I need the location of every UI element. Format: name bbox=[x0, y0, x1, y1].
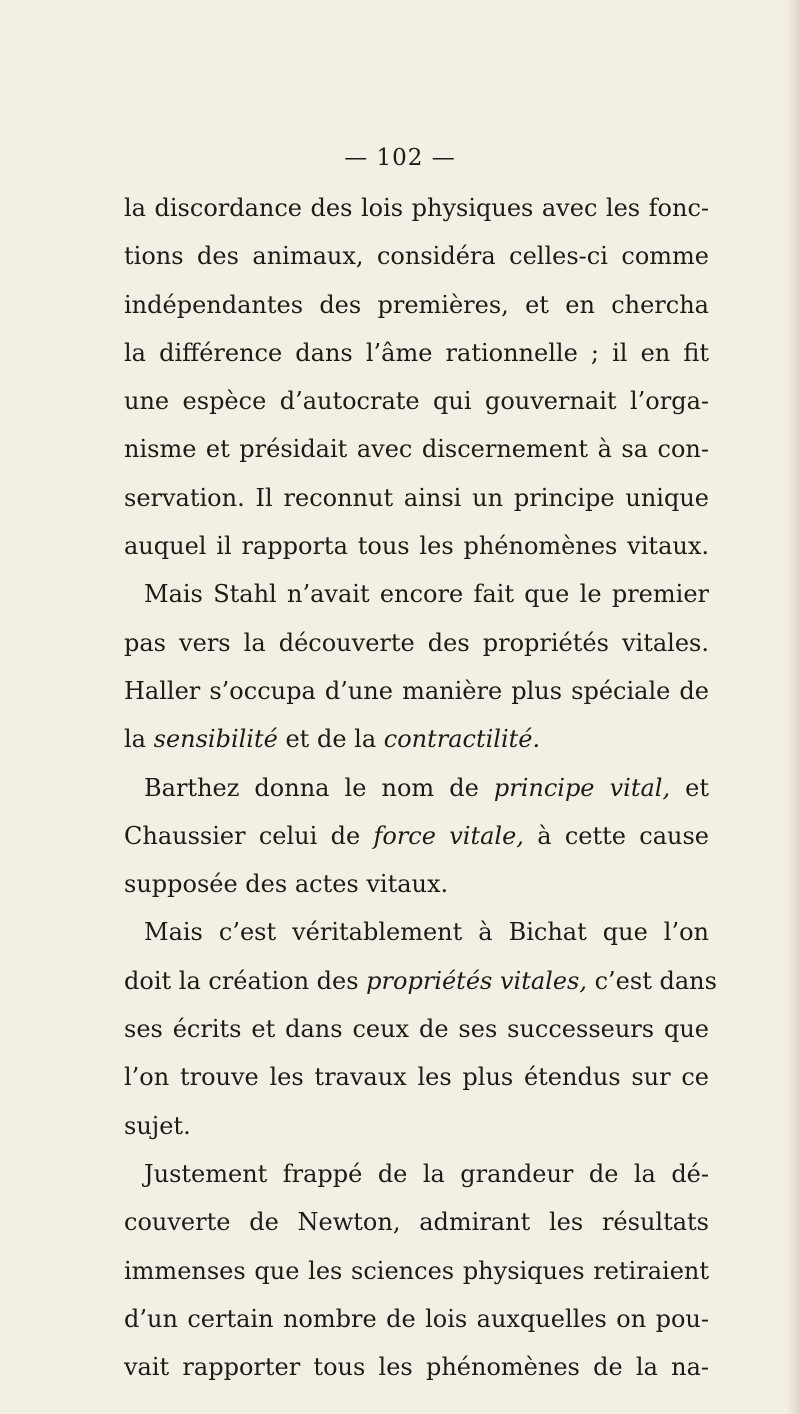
text-line bbox=[124, 281, 709, 329]
text-run: auquel il rapporta tous les phénomènes vitaux. bbox=[124, 532, 709, 561]
text-run: vait rapporter tous les phénomènes de la na- bbox=[124, 1353, 709, 1382]
text-line bbox=[124, 474, 709, 522]
page-number-header: — 102 — bbox=[344, 145, 456, 171]
text-run: Mais Stahl n’avait encore fait que le premier bbox=[144, 580, 709, 609]
text-line bbox=[124, 619, 709, 667]
text-run: tions des animaux, considéra celles-ci comme bbox=[124, 242, 709, 271]
text-line bbox=[124, 1150, 709, 1198]
text-line bbox=[124, 1295, 709, 1343]
text-line bbox=[124, 329, 709, 377]
text-run: couverte de Newton, admirant les résultats bbox=[124, 1208, 709, 1237]
text-run: la différence dans l’âme rationnelle ; il en fit bbox=[124, 338, 709, 367]
text-line bbox=[124, 715, 709, 763]
text-line bbox=[124, 1198, 709, 1246]
text-run: la discordance des lois physiques avec les fonc- bbox=[124, 194, 709, 222]
text-run: supposée des actes vitaux. bbox=[124, 870, 449, 899]
text-run: l’on trouve les travaux les plus étendus sur ce bbox=[124, 1063, 709, 1092]
text-run: ses écrits et dans ceux de ses successeurs que bbox=[124, 1015, 709, 1044]
text-line bbox=[124, 1247, 709, 1295]
text-line bbox=[124, 812, 709, 860]
text-line bbox=[124, 667, 709, 715]
text-run: immenses que les sciences physiques retiraient bbox=[124, 1256, 709, 1285]
text-run: la bbox=[124, 725, 154, 754]
text-line bbox=[124, 957, 717, 1005]
text-run: Barthez donna le nom de bbox=[144, 773, 494, 802]
text-line bbox=[124, 184, 709, 232]
text-run: Mais c’est véritablement à Bichat que l’on bbox=[144, 918, 709, 947]
italic-term: principe vital, bbox=[493, 773, 671, 802]
text-run: d’un certain nombre de lois auxquelles on pou- bbox=[124, 1304, 709, 1333]
body-text bbox=[124, 184, 717, 1391]
italic-term: propriétés vitales, bbox=[366, 966, 587, 995]
page-edge-shadow bbox=[786, 0, 800, 1414]
text-line bbox=[124, 1102, 709, 1150]
text-run: nisme et présidait avec discernement à sa con- bbox=[124, 435, 709, 464]
text-line bbox=[124, 570, 709, 618]
text-line bbox=[124, 764, 709, 812]
text-line bbox=[124, 425, 709, 473]
italic-term: contractilité. bbox=[383, 725, 541, 754]
text-line bbox=[124, 1053, 709, 1101]
text-run: Haller s’occupa d’une manière plus spéciale de bbox=[124, 676, 709, 705]
text-line bbox=[124, 860, 709, 908]
text-run: sujet. bbox=[124, 1111, 191, 1140]
text-line bbox=[124, 1343, 709, 1391]
text-run: une espèce d’autocrate qui gouvernait l’orga- bbox=[124, 387, 709, 416]
text-line bbox=[124, 522, 709, 570]
italic-term: sensibilité bbox=[153, 725, 278, 754]
text-line bbox=[124, 232, 709, 280]
text-run: Justement frappé de la grandeur de la dé- bbox=[144, 1159, 709, 1188]
text-line bbox=[124, 377, 709, 425]
text-run: servation. Il reconnut ainsi un principe unique bbox=[124, 483, 709, 512]
text-line bbox=[124, 1005, 709, 1053]
text-run: et bbox=[670, 773, 709, 802]
text-run: pas vers la découverte des propriétés vitales. bbox=[124, 628, 709, 657]
text-run: Chaussier celui de bbox=[124, 821, 374, 850]
text-line bbox=[124, 908, 709, 956]
text-run: et de la bbox=[277, 725, 384, 754]
text-run: doit la création des bbox=[124, 966, 367, 995]
text-run: à cette cause bbox=[523, 821, 709, 850]
italic-term: force vitale, bbox=[373, 821, 524, 850]
text-run: c’est dans bbox=[586, 966, 717, 995]
text-run: indépendantes des premières, et en chercha bbox=[124, 290, 709, 319]
